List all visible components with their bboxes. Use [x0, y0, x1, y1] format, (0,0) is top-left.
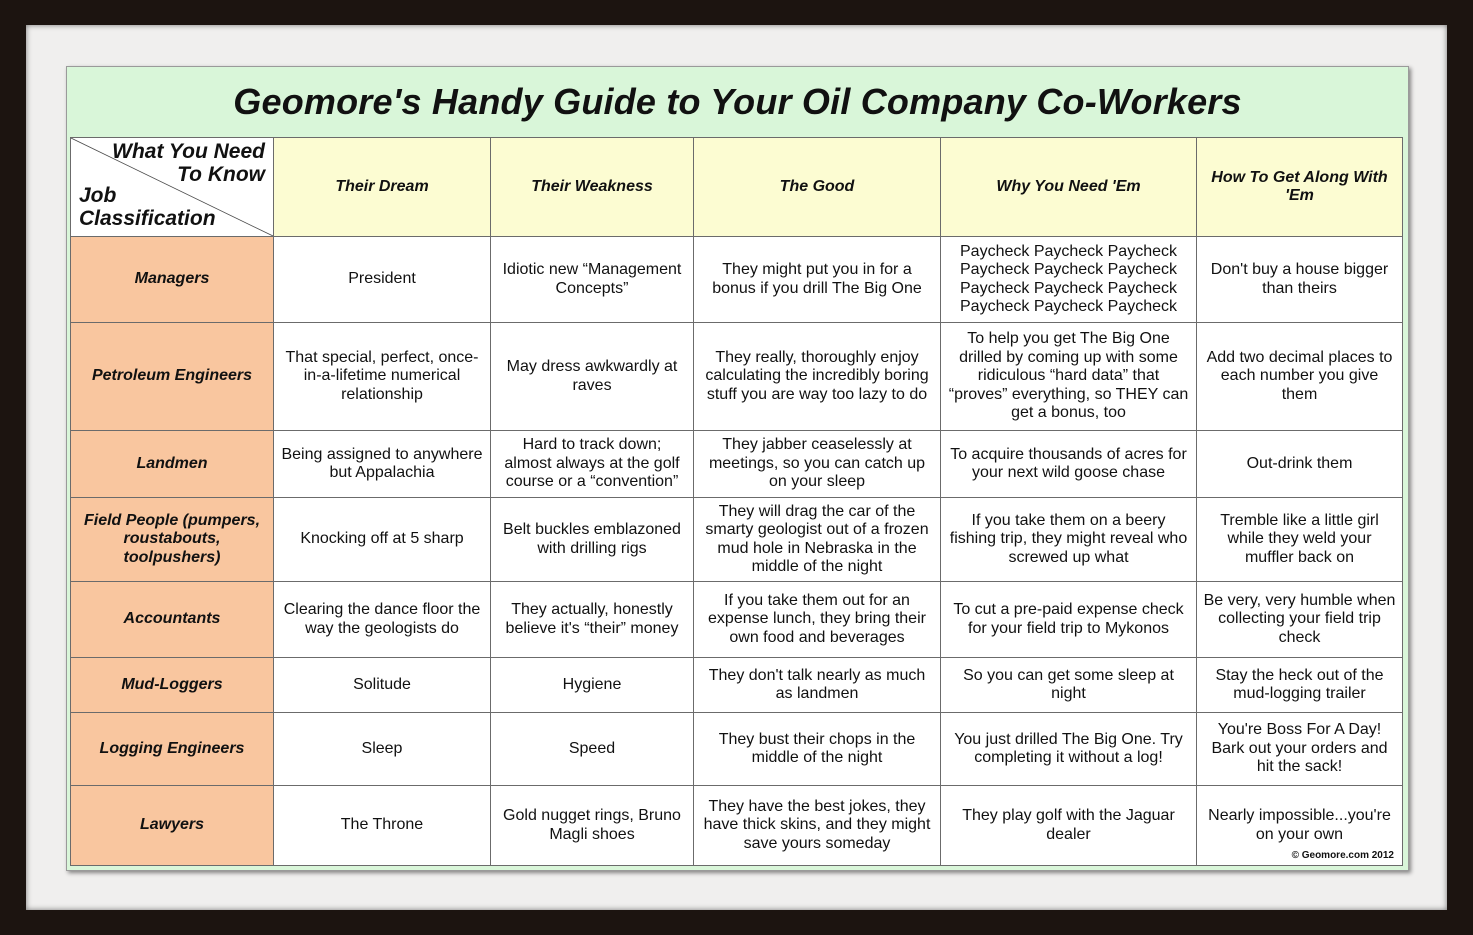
corner-top-label: What You Need To Know: [112, 140, 265, 186]
table-cell: They really, thoroughly enjoy calculating the incredibly boring stuff you are way too lazy to do: [694, 323, 941, 431]
row-header: Lawyers: [71, 786, 274, 866]
table-cell: If you take them on a beery fishing trip, they might reveal who screwed up what: [941, 498, 1197, 582]
table-row: [71, 237, 1403, 323]
table-cell: Solitude: [274, 658, 491, 713]
row-header: Logging Engineers: [71, 713, 274, 786]
table-cell: That special, perfect, once-in-a-lifetime numerical relationship: [274, 323, 491, 431]
table-cell: To cut a pre-paid expense check for your field trip to Mykonos: [941, 582, 1197, 658]
table-cell-text: Nearly impossible...you're on your own: [1208, 807, 1391, 843]
table-row: [71, 498, 1403, 582]
table-row: [71, 582, 1403, 658]
table-cell: Clearing the dance floor the way the geologists do: [274, 582, 491, 658]
copyright-notice: © Geomore.com 2012: [1291, 850, 1394, 861]
table-cell: Idiotic new “Management Concepts”: [491, 237, 694, 323]
table-cell: Hygiene: [491, 658, 694, 713]
table-row: [71, 431, 1403, 498]
table-cell: They might put you in for a bonus if you drill The Big One: [694, 237, 941, 323]
row-header: Landmen: [71, 431, 274, 498]
column-header-their-dream: Their Dream: [274, 138, 491, 237]
header-row: [71, 138, 1403, 237]
table-cell-last: [1197, 786, 1403, 866]
table-cell: To help you get The Big One drilled by coming up with some ridiculous “hard data” that “proves” everything, so THEY can get a bonus, too: [941, 323, 1197, 431]
corner-bottom-label: Job Classification: [79, 184, 216, 230]
table-cell: They will drag the car of the smarty geologist out of a frozen mud hole in Nebraska in the middle of the night: [694, 498, 941, 582]
column-header-why-you-need-em: Why You Need 'Em: [941, 138, 1197, 237]
table-cell: May dress awkwardly at raves: [491, 323, 694, 431]
table-cell: Be very, very humble when collecting your field trip check: [1197, 582, 1403, 658]
row-header: Managers: [71, 237, 274, 323]
table-cell: Knocking off at 5 sharp: [274, 498, 491, 582]
table-cell: Stay the heck out of the mud-logging trailer: [1197, 658, 1403, 713]
table-cell: The Throne: [274, 786, 491, 866]
table-cell: Don't buy a house bigger than theirs: [1197, 237, 1403, 323]
page-title: Geomore's Handy Guide to Your Oil Company Co-Workers: [233, 81, 1242, 122]
column-header-how-to-get-along: How To Get Along With 'Em: [1197, 138, 1403, 237]
table-cell: You're Boss For A Day! Bark out your orders and hit the sack!: [1197, 713, 1403, 786]
table-cell: They jabber ceaselessly at meetings, so you can catch up on your sleep: [694, 431, 941, 498]
table-cell: You just drilled The Big One. Try completing it without a log!: [941, 713, 1197, 786]
table-row: [71, 786, 1403, 866]
table-cell: They play golf with the Jaguar dealer: [941, 786, 1197, 866]
table-cell: Add two decimal places to each number you give them: [1197, 323, 1403, 431]
column-header-the-good: The Good: [694, 138, 941, 237]
row-header: Mud-Loggers: [71, 658, 274, 713]
table-cell: Tremble like a little girl while they weld your muffler back on: [1197, 498, 1403, 582]
table-cell: Speed: [491, 713, 694, 786]
table-cell: Sleep: [274, 713, 491, 786]
table-cell: President: [274, 237, 491, 323]
table-cell: Out-drink them: [1197, 431, 1403, 498]
table-cell: They don't talk nearly as much as landmen: [694, 658, 941, 713]
coworker-guide-table: [70, 137, 1403, 866]
row-header: Petroleum Engineers: [71, 323, 274, 431]
table-cell: They have the best jokes, they have thick skins, and they might save yours someday: [694, 786, 941, 866]
table-cell: So you can get some sleep at night: [941, 658, 1197, 713]
column-header-their-weakness: Their Weakness: [491, 138, 694, 237]
table-cell: Being assigned to anywhere but Appalachia: [274, 431, 491, 498]
row-header: Accountants: [71, 582, 274, 658]
table-cell: Gold nugget rings, Bruno Magli shoes: [491, 786, 694, 866]
table-cell: They bust their chops in the middle of the night: [694, 713, 941, 786]
table-cell: They actually, honestly believe it's “their” money: [491, 582, 694, 658]
table-cell: Paycheck Paycheck Paycheck Paycheck Paycheck Paycheck Paycheck Paycheck Paycheck Paycheck Paycheck Paycheck: [941, 237, 1197, 323]
table-cell: Hard to track down; almost always at the golf course or a “convention”: [491, 431, 694, 498]
table-row: [71, 323, 1403, 431]
table-cell: Belt buckles emblazoned with drilling rigs: [491, 498, 694, 582]
table-row: [71, 658, 1403, 713]
corner-header-cell: [71, 138, 274, 237]
table-cell: If you take them out for an expense lunch, they bring their own food and beverages: [694, 582, 941, 658]
row-header: Field People (pumpers, roustabouts, toolpushers): [71, 498, 274, 582]
table-row: [71, 713, 1403, 786]
table-cell: To acquire thousands of acres for your next wild goose chase: [941, 431, 1197, 498]
